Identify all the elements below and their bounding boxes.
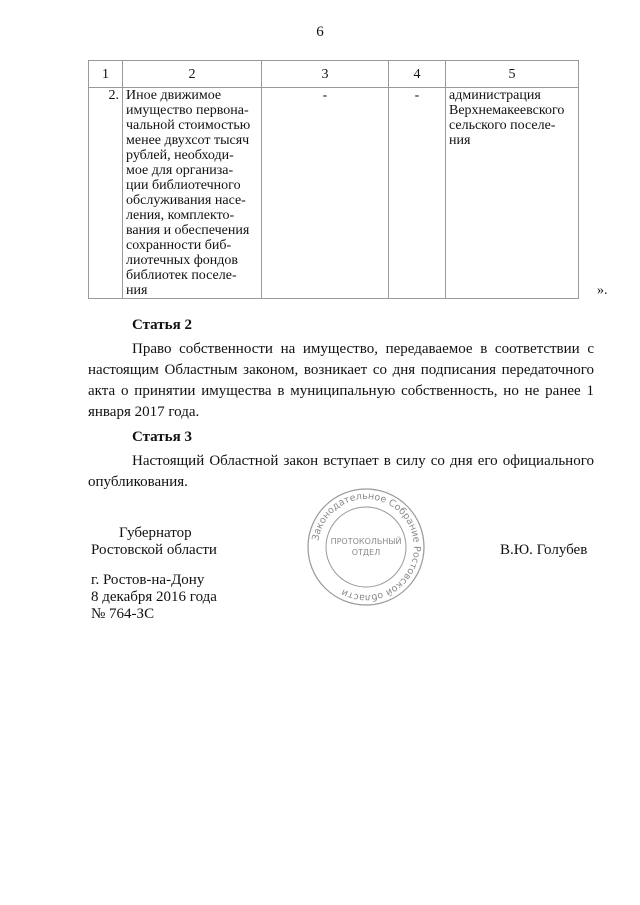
law-number: № 764-ЗС	[91, 606, 155, 622]
property-description	[123, 88, 262, 299]
table-header-cell: 3	[262, 61, 389, 88]
article2-text: Право собственности на имущество, передаваемое в соответствии с настоящим Областным законом, возникает со дня подписания передаточного акта о принятии имущества в муниципальную собственность, но не ранее 1 января 2017 года.	[88, 341, 594, 420]
description-line: вания и обеспечения	[126, 223, 250, 238]
table-header-cell: 2	[123, 61, 262, 88]
description-line: обслуживания насе-	[126, 193, 246, 208]
table-row	[89, 88, 579, 299]
table-close-quote: ».	[597, 283, 608, 298]
table-header-cell: 4	[389, 61, 446, 88]
recipient-line: администрация	[449, 88, 541, 103]
article3-heading: Статья 3	[132, 429, 192, 445]
row-number: 2.	[89, 88, 123, 299]
recipient-cell	[446, 88, 579, 299]
governor-title-line1: Губернатор	[119, 525, 192, 541]
table-header-cell: 5	[446, 61, 579, 88]
recipient-line: сельского поселе-	[449, 118, 556, 133]
description-line: менее двухсот тысяч	[126, 133, 250, 148]
page-number: 6	[316, 24, 324, 40]
table-header-row	[89, 61, 579, 88]
description-line: чальной стоимостью	[126, 118, 251, 133]
description-line: ции библиотечного	[126, 178, 241, 193]
governor-title-line2: Ростовской области	[91, 542, 217, 558]
cell-col4: -	[389, 88, 446, 299]
description-line: Иное движимое	[126, 88, 222, 103]
description-line: рублей, необходи-	[126, 148, 234, 163]
description-line: сохранности биб-	[126, 238, 232, 253]
recipient-line: ния	[449, 133, 471, 148]
property-table	[88, 60, 579, 299]
table-header-cell: 1	[89, 61, 123, 88]
recipient-line: Верхнемакеевского	[449, 103, 565, 118]
signatory-name: В.Ю. Голубев	[500, 542, 588, 558]
official-stamp	[296, 487, 436, 607]
stamp-center-line2: ОТДЕЛ	[351, 548, 381, 557]
description-line: мое для организа-	[126, 163, 234, 178]
signing-date: 8 декабря 2016 года	[91, 589, 217, 605]
article3-text: Настоящий Областной закон вступает в силу со дня его официального опубликования.	[88, 453, 594, 490]
stamp-center-line1: ПРОТОКОЛЬНЫЙ	[330, 537, 402, 546]
description-line: ления, комплекто-	[126, 208, 235, 223]
cell-col3: -	[262, 88, 389, 299]
place-of-signing: г. Ростов-на-Дону	[91, 572, 205, 588]
description-line: имущество первона-	[126, 103, 249, 118]
stamp-ring-text: Законодательное Собрание Ростовской области	[310, 490, 423, 604]
description-line: библиотек поселе-	[126, 268, 237, 283]
description-line: ния	[126, 283, 148, 298]
description-line: лиотечных фондов	[126, 253, 239, 268]
article2-heading: Статья 2	[132, 317, 192, 333]
